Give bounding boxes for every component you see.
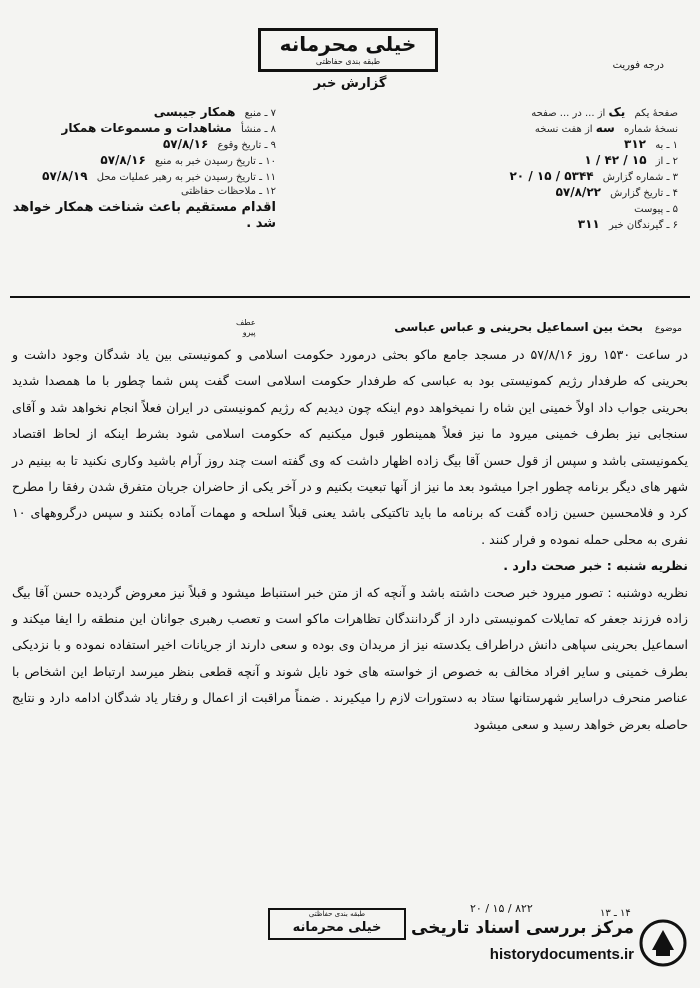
footer-side-number: ۱۴ ـ ۱۳ (600, 908, 631, 919)
report-title: گزارش خبر (313, 76, 387, 91)
field-occurrence-date: ۹ ـ تاریخ وقوع ۵۷/۸/۱۶ (162, 137, 276, 151)
watermark-fa: مرکز بررسی اسناد تاریخی (411, 918, 634, 938)
field-to: ۱ ـ به ۳۱۲ (624, 137, 678, 151)
body-opinion-saturday: نظریه شنبه : خبر صحت دارد . (503, 558, 688, 574)
field-attachment: ۵ ـ پیوست (634, 204, 678, 215)
field-from: ۲ ـ از ۱۵ / ۴۲ / ۱ (584, 153, 678, 167)
body-paragraph-main: در ساعت ۱۵۳۰ روز ۵۷/۸/۱۶ در مسجد جامع ماکو بحثی درمورد حکومت اسلامی و کمونیستی بین یاد شدگان وجود داشت و بحرینی که طرفدار رژیم کمونیستی بود به عباسی که طرفدار حکومت اسلامی است گفت پس شما چطور با ما همصدا شدید بحرینی جواب داد اولاً خمینی این شاه را نمیخواهد دوم اینکه چون دیدیم که رژیم کمونیستی در ایران فعلاً انجام نخواهد شد و آقای سنجابی نیز بطرف خمینی میرود ما نیز فعلاً همینطور قبول میکنیم که حکومت اسلامی شود بشرط اینکه از لحاظ اقتصاد یکمونیستی باشد و سپس از قول حسن آقا بیگ زاده اظهار داشت که وی گفته است چند روز آرام باشید وکاری نکنید تا به بینیم در شهر های دیگر برنامه چطور اجرا میشود بعد ما نیز از آنها تبعیت بکنیم و در آخر یکی از حاضران جریان متفرق شدن رفقا را مطرح کرد و فلامحسین حسین زاده گفت که برنامه ما باید تاکتیکی باشد یعنی قبلاً اسلحه و مهمات آماده بکنند و سپس درگروههای ۱۰ نفری به محلی حمله نموده و فرار کنند . (12, 347, 688, 547)
field-copy-number: نسخهٔ شماره سه از هفت نسخه (534, 121, 678, 135)
subject-line (22, 320, 682, 334)
margin-note: عطف پیرو (236, 318, 256, 337)
fields-right (408, 104, 678, 232)
field-report-number: ۳ ـ شماره گزارش ۵۳۴۴ / ۱۵ / ۲۰ (509, 169, 678, 183)
footer-classification-stamp: طبقه بندی حفاظتی خیلی محرمانه (268, 908, 406, 940)
subject-label: موضوع (654, 324, 682, 334)
field-origin: ۸ ـ منشأ مشاهدات و مسموعات همکار (61, 121, 276, 135)
header-divider (10, 296, 690, 298)
field-recipients: ۶ ـ گیرندگان خبر ۳۱۱ (577, 217, 678, 231)
field-source-date: ۱۰ ـ تاریخ رسیدن خبر به منبع ۵۷/۸/۱۶ (100, 153, 276, 167)
report-body (12, 342, 688, 738)
watermark (390, 912, 690, 976)
field-page: صفحهٔ یکم یک از ... در ... صفحه (531, 105, 678, 119)
fields-left (8, 104, 276, 232)
stamp-top-text: خیلی محرمانه (279, 32, 417, 56)
footer-doc-number: ۸۲۲ / ۱۵ / ۲۰ (470, 902, 533, 915)
stamp-sub-text: طبقه بندی حفاظتی (315, 57, 381, 66)
classification-stamp (258, 28, 438, 72)
subject-value: بحث بین اسماعیل بحرینی و عباس عباسی (394, 320, 644, 334)
watermark-en: historydocuments.ir (489, 946, 634, 963)
body-opinion-monday: نظریه دوشنبه : تصور میرود خبر صحت داشته باشد و آنچه که از متن خبر استنباط میشود و قبلاً نیز معروض گردیده حسن آقا بیگ زاده فرزند جعفر که تمایلات کمونیستی دارد از گردانندگان تظاهرات ماکو است و تعصب رهبری جوانان این منطقه را ایفا میکند و اسماعیل بحرینی سپاهی دانش دراطراف یکدسته نیز از مریدان وی بوده و سعی دارند از جریانات اخیر استفاده نموده و با نزدیکی بطرف خمینی و سایر افراد مخالف به خصوص از خواسته های خود نایل شوند و آنچه قطعی بنظر میرسد ارتباط این اشخاص با عناصر منحرف دراسایر شهرستانها ستاد به دستورات لازم را میکیرند . ضمناً مراقبت از اعمال و رفتار یاد شدگان ادامه دارد و نتایج حاصله بعرض خواهد رسید و سعی میشود (12, 584, 688, 732)
field-report-date: ۴ ـ تاریخ گزارش ۵۷/۸/۲۲ (555, 185, 678, 199)
field-security-notes: ۱۲ ـ ملاحظات حفاظتی (181, 186, 276, 197)
priority-label: درجه فوریت (612, 60, 664, 71)
archive-logo-icon (638, 918, 688, 968)
security-notes-value: اقدام مستقیم باعث شناخت همکار خواهد شد . (12, 200, 276, 231)
field-source: ۷ ـ منبع همکار جیبسی (153, 105, 276, 119)
field-leader-date: ۱۱ ـ تاریخ رسیدن خبر به رهبر عملیات محل ۵۷/۸/۱۹ (42, 169, 276, 183)
